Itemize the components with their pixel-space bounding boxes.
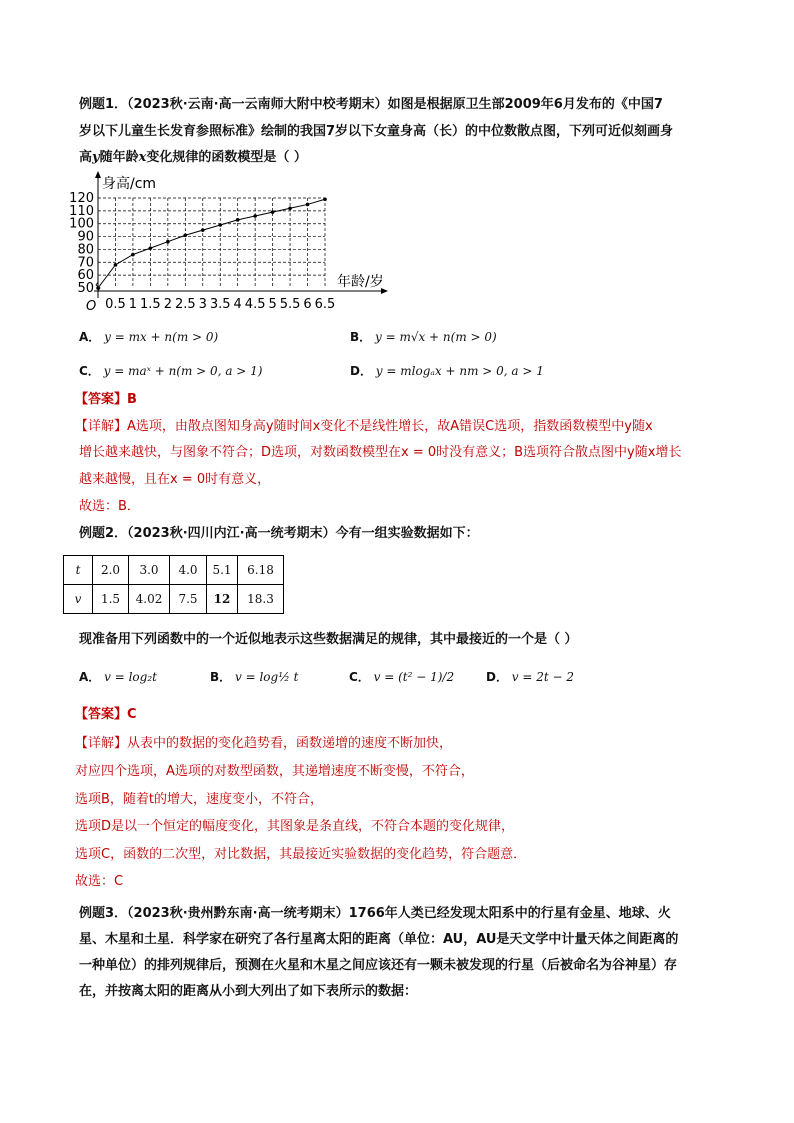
ex1-line3b: 随年龄: [99, 150, 139, 165]
x-tick-label: 5: [268, 297, 277, 312]
table-cell: 18.3: [238, 585, 284, 614]
table-cell: 1.5: [93, 585, 129, 614]
ex1-option-d[interactable]: [350, 362, 544, 379]
ex2-option-b[interactable]: [210, 668, 298, 685]
ex2-option-a-formula: v = log₂t: [104, 670, 157, 684]
ex1-line2: 岁以下儿童生长发育参照标准》绘制的我国7岁以下女童身高（长）的中位数散点图，下列可近似刻画身: [79, 124, 674, 139]
ex2-detail-line1: 【详解】从表中的数据的变化趋势看，函数递增的速度不断加快，: [75, 736, 453, 751]
table-cell: 7.5: [170, 585, 207, 614]
table-cell: 2.0: [93, 556, 129, 585]
ex2-detail-line5: 选项C，函数的二次型，对比数据，其最接近实验数据的变化趋势，符合题意．: [75, 847, 527, 862]
data-point: [166, 240, 170, 244]
ex3-line2: 星、木星和土星．科学家在研究了各行星离太阳的距离（单位：AU，AU是天文学中计量天体之间距离的: [79, 932, 679, 947]
ex1-option-b-label: B．: [350, 330, 372, 344]
ex2-option-a-label: A．: [79, 670, 101, 684]
ex1-var-y: y: [92, 150, 100, 165]
height-scatter-chart: [60, 168, 400, 323]
table-cell: v: [64, 585, 93, 614]
y-tick-label: 80: [77, 242, 94, 258]
x-tick-label: 6: [303, 297, 312, 312]
data-point: [201, 228, 205, 232]
ex1-option-b-formula: y = m√x + n(m > 0): [374, 330, 497, 344]
x-tick-label: 1: [128, 297, 138, 312]
ex1-detail-line2: 增长越来越快，与图象不符合；D选项，对数函数模型在x = 0时没有意义；B选项符合散点图中y随x增长: [79, 445, 682, 460]
ex1-option-c-label: C．: [79, 364, 100, 378]
table-cell: 4.02: [129, 585, 170, 614]
x-tick-label: 4: [233, 297, 242, 312]
table-cell: 4.0: [170, 556, 207, 585]
y-tick-label: 90: [77, 229, 94, 245]
ex2-detail-line2: 对应四个选项，A选项的对数型函数，其递增速度不断变慢，不符合，: [75, 764, 474, 779]
x-tick-label: 4.5: [244, 297, 266, 312]
x-tick-label: 0.5: [105, 297, 126, 312]
table-cell: t: [64, 556, 93, 585]
ex1-option-a[interactable]: [79, 328, 218, 345]
ex2-answer: 【答案】C: [75, 707, 137, 722]
data-point: [271, 210, 275, 214]
ex2-option-d[interactable]: [486, 668, 574, 685]
ex1-line3: [79, 149, 307, 167]
ex2-data-table: [63, 555, 284, 614]
data-point: [131, 253, 135, 257]
x-tick-label: 2.5: [174, 297, 196, 312]
ex2-option-c-formula: v = (t² − 1)/2: [373, 670, 455, 684]
table-cell: 6.18: [238, 556, 284, 585]
data-point: [236, 218, 240, 222]
ex2-option-c[interactable]: [349, 668, 454, 685]
ex2-option-b-label: B．: [210, 670, 232, 684]
x-axis-label: 年龄/岁: [337, 274, 384, 290]
ex1-option-b[interactable]: [350, 328, 497, 345]
ex2-question: 现准备用下列函数中的一个近似地表示这些数据满足的规律，其中最接近的一个是（ ）: [79, 632, 578, 647]
table-row: [64, 585, 284, 614]
data-point: [96, 286, 100, 290]
ex1-answer: 【答案】B: [75, 392, 137, 407]
ex1-option-d-formula: y = mlogₐx + nm > 0, a > 1: [375, 364, 544, 378]
data-point: [114, 263, 118, 267]
table-cell: 3.0: [129, 556, 170, 585]
ex2-detail-line4: 选项D是以一个恒定的幅度变化，其图象是条直线，不符合本题的变化规律，: [75, 819, 515, 834]
y-tick-label: 50: [77, 281, 94, 296]
ex2-option-a[interactable]: [79, 668, 157, 685]
ex1-detail-line1: 【详解】A选项，由散点图知身高y随时间x变化不是线性增长，故A错误C选项，指数函数模型中y随x: [75, 419, 653, 434]
ex1-option-c-formula: y = maˣ + n(m > 0, a > 1): [103, 364, 263, 378]
data-point: [184, 233, 188, 237]
ex1-option-d-label: D．: [350, 364, 372, 378]
origin-label: O: [86, 299, 97, 314]
y-tick-label: 60: [77, 268, 94, 284]
ex2-conclusion: 故选：C: [75, 874, 124, 889]
x-tick-label: 3.5: [209, 297, 231, 312]
ex1-option-a-formula: y = mx + n(m > 0): [104, 330, 219, 344]
table-cell: 12: [207, 585, 238, 614]
y-tick-label: 70: [77, 255, 94, 271]
ex1-option-c[interactable]: [79, 362, 262, 379]
ex3-line4: 在，并按离太阳的距离从小到大列出了如下表所示的数据：: [79, 984, 418, 999]
data-point: [218, 223, 222, 227]
ex1-conclusion: 故选：B．: [79, 499, 140, 514]
ex1-line3a: 高: [79, 150, 93, 165]
x-tick-label: 2: [163, 297, 172, 312]
ex2-option-d-formula: v = 2t − 2: [511, 670, 575, 684]
ex2-detail-line3: 选项B，随着t的增大，速度变小，不符合，: [75, 792, 324, 807]
x-tick-label: 3: [198, 297, 207, 312]
y-axis-label: 身高/cm: [102, 176, 157, 192]
ex2-option-c-label: C．: [349, 670, 370, 684]
x-tick-label: 1.5: [140, 297, 161, 312]
ex3-line1: 例题3．（2023秋·贵州黔东南·高一统考期末）1766年人类已经发现太阳系中的行星有金星、地球、火: [79, 906, 671, 921]
ex1-line3c: 变化规律的函数模型是（ ）: [146, 150, 307, 165]
data-point: [323, 197, 327, 201]
table-row: [64, 556, 284, 585]
y-tick-label: 120: [69, 191, 94, 206]
data-point: [288, 206, 292, 210]
x-tick-label: 6.5: [314, 297, 336, 312]
ex2-title: 例题2．（2023秋·四川内江·高一统考期末）今有一组实验数据如下：: [79, 526, 479, 541]
data-point: [306, 203, 310, 207]
series-line: [98, 199, 325, 288]
ex3-line3: 一种单位）的排列规律后，预测在火星和木星之间应该还有一颗未被发现的行星（后被命名为谷神星）存: [79, 958, 678, 973]
x-tick-label: 5.5: [279, 297, 301, 312]
y-axis-arrow: [95, 171, 101, 178]
y-tick-label: 110: [69, 203, 94, 219]
table-cell: 5.1: [207, 556, 238, 585]
data-point: [149, 246, 153, 250]
ex2-option-d-label: D．: [486, 670, 508, 684]
ex2-option-b-formula: v = log½ t: [234, 670, 299, 684]
ex1-detail-line3: 越来越慢，且在x = 0时有意义，: [79, 472, 271, 487]
data-point: [253, 214, 257, 218]
ex1-option-a-label: A．: [79, 330, 101, 344]
y-tick-label: 100: [69, 216, 94, 232]
ex1-var-x: x: [138, 150, 147, 165]
ex1-title: 例题1．（2023秋·云南·高一云南师大附中校考期末）如图是根据原卫生部2009年6月发布的《中国7: [79, 97, 663, 112]
